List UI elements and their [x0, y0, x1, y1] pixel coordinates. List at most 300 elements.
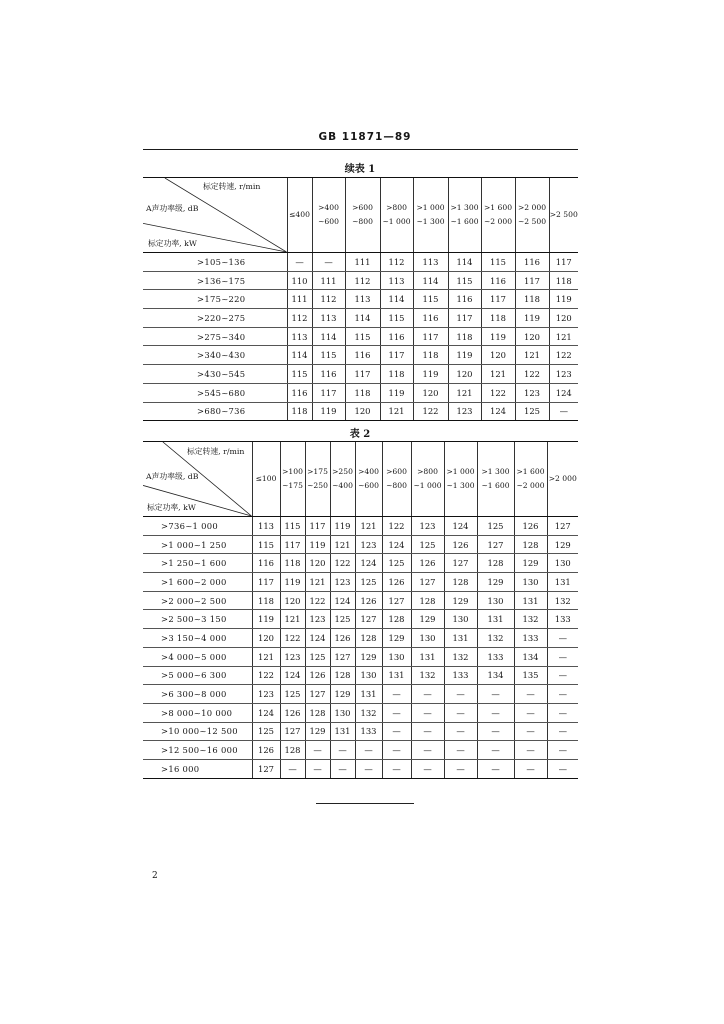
sound-power-level-cell: —	[411, 741, 444, 760]
sound-power-level-cell: 120	[413, 383, 448, 402]
sound-power-level-cell: 113	[380, 271, 413, 290]
power-range-cell: >220~275	[143, 309, 287, 328]
sound-power-level-cell: —	[305, 741, 330, 760]
speed-range-line: >2 500	[549, 210, 578, 219]
sound-power-level-cell: 118	[413, 346, 448, 365]
table-row	[143, 629, 578, 648]
table-row	[143, 271, 578, 290]
sound-power-level-cell: 133	[547, 610, 578, 629]
sound-power-level-cell: 117	[481, 290, 515, 309]
sound-power-level-cell: 135	[514, 666, 547, 685]
sound-power-level-cell: 119	[305, 535, 330, 554]
speed-range-header	[312, 178, 345, 253]
sound-power-level-cell: 129	[305, 722, 330, 741]
sound-power-level-cell: 126	[305, 666, 330, 685]
sound-power-level-cell: —	[477, 703, 514, 722]
sound-power-level-cell: 116	[481, 271, 515, 290]
sound-power-level-cell: 119	[481, 327, 515, 346]
sound-power-level-cell: —	[330, 741, 355, 760]
sound-power-level-cell: 119	[312, 402, 345, 421]
sound-power-level-cell: 119	[549, 290, 578, 309]
sound-power-level-cell: 130	[514, 573, 547, 592]
power-range-cell: >2 500~3 150	[143, 610, 252, 629]
sound-power-level-cell: 114	[287, 346, 312, 365]
sound-power-level-cell: —	[305, 759, 330, 778]
sound-power-level-cell: 116	[312, 365, 345, 384]
sound-power-level-cell: 129	[514, 554, 547, 573]
sound-power-level-cell: 125	[330, 610, 355, 629]
sound-power-level-cell: 128	[411, 591, 444, 610]
sound-power-level-cell: 127	[330, 647, 355, 666]
sound-power-level-cell: —	[514, 722, 547, 741]
speed-range-line: ≤100	[255, 474, 277, 483]
speed-range-line: ~1 300	[446, 481, 475, 490]
noise-limit-table-2	[143, 441, 578, 779]
sound-power-level-cell: —	[444, 685, 477, 704]
sound-power-level-cell: 117	[345, 365, 380, 384]
sound-power-level-cell: —	[514, 703, 547, 722]
power-range-cell: >545~680	[143, 383, 287, 402]
table-header-row	[143, 178, 578, 253]
speed-range-header	[477, 442, 514, 517]
table-row	[143, 759, 578, 778]
sound-power-level-cell: 121	[481, 365, 515, 384]
sound-power-level-cell: 133	[444, 666, 477, 685]
speed-range-line: ~400	[332, 481, 353, 490]
sound-power-level-cell: —	[547, 741, 578, 760]
sound-power-level-cell: —	[547, 685, 578, 704]
sound-power-level-cell: 117	[515, 271, 549, 290]
sound-power-level-cell: 126	[355, 591, 382, 610]
header-rule	[143, 149, 578, 150]
sound-power-level-cell: 134	[477, 666, 514, 685]
speed-range-header	[330, 442, 355, 517]
sound-power-level-cell: 112	[345, 271, 380, 290]
speed-range-header	[515, 178, 549, 253]
sound-power-level-cell: 126	[444, 535, 477, 554]
sound-power-level-cell: —	[547, 759, 578, 778]
sound-power-level-cell: 133	[477, 647, 514, 666]
speed-range-header	[380, 178, 413, 253]
sound-power-level-cell: 131	[382, 666, 411, 685]
sound-power-level-cell: 127	[305, 685, 330, 704]
sound-power-level-cell: 127	[280, 722, 305, 741]
sound-power-level-cell: 111	[312, 271, 345, 290]
speed-range-header	[305, 442, 330, 517]
sound-power-level-cell: 116	[448, 290, 481, 309]
sound-power-level-cell: 115	[252, 535, 280, 554]
sound-power-level-cell: —	[280, 759, 305, 778]
sound-power-level-cell: 122	[481, 383, 515, 402]
sound-power-level-cell: —	[444, 722, 477, 741]
speed-range-line: >800	[417, 467, 438, 476]
sound-power-level-cell: 120	[481, 346, 515, 365]
sound-power-level-cell: —	[411, 722, 444, 741]
table1-caption: 续表 1	[344, 164, 376, 175]
sound-power-level-cell: 118	[287, 402, 312, 421]
sound-power-level-cell: —	[547, 647, 578, 666]
sound-power-level-cell: 120	[549, 309, 578, 328]
sound-power-level-cell: —	[330, 759, 355, 778]
speed-range-line: ~600	[318, 217, 339, 226]
power-range-cell: >105~136	[143, 253, 287, 272]
power-range-cell: >680~736	[143, 402, 287, 421]
sound-power-level-cell: 125	[252, 722, 280, 741]
sound-power-level-cell: —	[287, 253, 312, 272]
speed-range-line: ~1 000	[413, 481, 442, 490]
sound-power-level-cell: 121	[549, 327, 578, 346]
sound-power-level-cell: 117	[305, 517, 330, 536]
sound-power-level-cell: 113	[345, 290, 380, 309]
sound-power-level-cell: 131	[547, 573, 578, 592]
sound-power-level-cell: 125	[411, 535, 444, 554]
sound-power-level-cell: 131	[411, 647, 444, 666]
sound-power-level-cell: 125	[355, 573, 382, 592]
sound-power-level-cell: 121	[380, 402, 413, 421]
speed-range-line: >1 300	[450, 203, 479, 212]
table-row	[143, 610, 578, 629]
speed-range-header	[448, 178, 481, 253]
sound-power-level-cell: 111	[287, 290, 312, 309]
speed-range-line: >100	[282, 467, 303, 476]
speed-range-line: >1 600	[483, 203, 513, 212]
sound-power-level-cell: 133	[355, 722, 382, 741]
table-row	[143, 591, 578, 610]
sound-power-level-cell: 120	[280, 591, 305, 610]
table-row	[143, 402, 578, 421]
speed-range-line: >2 000	[548, 474, 577, 483]
sound-power-level-cell: 132	[477, 629, 514, 648]
sound-power-level-cell: 118	[448, 327, 481, 346]
sound-power-level-cell: —	[312, 253, 345, 272]
sound-power-level-cell: 125	[515, 402, 549, 421]
speed-range-header	[547, 442, 578, 517]
sound-power-level-cell: 116	[413, 309, 448, 328]
sound-power-level-cell: 115	[413, 290, 448, 309]
sound-power-level-cell: 121	[448, 383, 481, 402]
table-row	[143, 253, 578, 272]
sound-power-level-cell: 120	[448, 365, 481, 384]
speed-range-header	[514, 442, 547, 517]
sound-power-level-cell: 132	[514, 610, 547, 629]
power-range-cell: >16 000	[143, 759, 252, 778]
speed-range-line: >800	[386, 203, 407, 212]
sound-power-level-cell: 134	[514, 647, 547, 666]
sound-power-level-cell: 124	[252, 703, 280, 722]
power-range-cell: >10 000~12 500	[143, 722, 252, 741]
sound-power-level-cell: 122	[280, 629, 305, 648]
sound-power-level-cell: 118	[549, 271, 578, 290]
sound-power-level-cell: 132	[411, 666, 444, 685]
table-row	[143, 517, 578, 536]
table-row	[143, 722, 578, 741]
power-range-cell: >12 500~16 000	[143, 741, 252, 760]
sound-power-level-cell: —	[411, 759, 444, 778]
sound-power-level-cell: —	[547, 703, 578, 722]
sound-power-level-cell: 114	[312, 327, 345, 346]
table-row	[143, 346, 578, 365]
sound-power-level-cell: 118	[515, 290, 549, 309]
power-range-cell: >340~430	[143, 346, 287, 365]
sound-power-level-cell: —	[477, 722, 514, 741]
sound-power-level-cell: 130	[382, 647, 411, 666]
sound-power-level-cell: 119	[515, 309, 549, 328]
speed-range-line: ≤400	[289, 210, 310, 219]
sound-power-level-cell: 115	[287, 365, 312, 384]
sound-power-level-cell: 117	[380, 346, 413, 365]
sound-power-level-cell: 122	[515, 365, 549, 384]
sound-power-level-cell: 129	[355, 647, 382, 666]
sound-power-level-cell: 128	[477, 554, 514, 573]
sound-power-level-cell: 124	[481, 402, 515, 421]
sound-power-level-cell: 122	[413, 402, 448, 421]
sound-power-level-cell: 119	[330, 517, 355, 536]
speed-range-line: >1 600	[516, 467, 545, 476]
sound-power-level-cell: 116	[380, 327, 413, 346]
sound-power-level-cell: 129	[547, 535, 578, 554]
table-row	[143, 309, 578, 328]
sound-power-level-cell: —	[547, 722, 578, 741]
sound-power-level-cell: 123	[411, 517, 444, 536]
sound-power-level-cell: 124	[444, 517, 477, 536]
power-range-cell: >1 000~1 250	[143, 535, 252, 554]
sound-power-level-cell: —	[444, 741, 477, 760]
speed-range-line: ~800	[386, 481, 407, 490]
sound-power-level-cell: 130	[411, 629, 444, 648]
sound-power-level-cell: 126	[514, 517, 547, 536]
sound-power-level-cell: 122	[330, 554, 355, 573]
table-row	[143, 703, 578, 722]
speed-range-line: ~1 000	[382, 217, 411, 226]
sound-power-level-cell: 131	[444, 629, 477, 648]
sound-power-level-cell: 121	[252, 647, 280, 666]
sound-power-level-cell: 122	[305, 591, 330, 610]
sound-power-level-cell: —	[444, 703, 477, 722]
sound-power-level-cell: 119	[280, 573, 305, 592]
power-range-cell: >1 250~1 600	[143, 554, 252, 573]
sound-power-level-cell: 128	[305, 703, 330, 722]
sound-power-level-cell: 120	[305, 554, 330, 573]
sound-power-level-cell: —	[382, 703, 411, 722]
sound-power-level-cell: 114	[448, 253, 481, 272]
table-header-row	[143, 442, 578, 517]
table-row	[143, 365, 578, 384]
power-range-cell: >3 150~4 000	[143, 629, 252, 648]
sound-power-level-cell: 115	[312, 346, 345, 365]
power-range-cell: >2 000~2 500	[143, 591, 252, 610]
sound-power-level-cell: 124	[330, 591, 355, 610]
sound-power-level-cell: 121	[305, 573, 330, 592]
corner-speed-label: 标定转速, r/min	[203, 182, 261, 191]
sound-power-level-cell: —	[382, 722, 411, 741]
sound-power-level-cell: 128	[280, 741, 305, 760]
sound-power-level-cell: 132	[547, 591, 578, 610]
speed-range-line: ~250	[307, 481, 328, 490]
power-range-cell: >136~175	[143, 271, 287, 290]
sound-power-level-cell: 133	[514, 629, 547, 648]
power-range-cell: >275~340	[143, 327, 287, 346]
sound-power-level-cell: 119	[380, 383, 413, 402]
sound-power-level-cell: 113	[252, 517, 280, 536]
corner-power-label: 标定功率, kW	[148, 239, 197, 248]
power-range-cell: >6 300~8 000	[143, 685, 252, 704]
speed-range-line: ~1 300	[416, 217, 445, 226]
sound-power-level-cell: 118	[345, 383, 380, 402]
sound-power-level-cell: 122	[252, 666, 280, 685]
sound-power-level-cell: 132	[444, 647, 477, 666]
speed-range-header	[382, 442, 411, 517]
speed-range-header	[413, 178, 448, 253]
sound-power-level-cell: 123	[515, 383, 549, 402]
sound-power-level-cell: 123	[280, 647, 305, 666]
sound-power-level-cell: 123	[448, 402, 481, 421]
sound-power-level-cell: 126	[280, 703, 305, 722]
sound-power-level-cell: 113	[312, 309, 345, 328]
sound-power-level-cell: 113	[413, 253, 448, 272]
sound-power-level-cell: 117	[448, 309, 481, 328]
sound-power-level-cell: 115	[380, 309, 413, 328]
sound-power-level-cell: 112	[287, 309, 312, 328]
speed-range-line: ~800	[352, 217, 373, 226]
sound-power-level-cell: 113	[287, 327, 312, 346]
sound-power-level-cell: 127	[382, 591, 411, 610]
speed-range-line: ~2 000	[516, 481, 545, 490]
sound-power-level-cell: 112	[380, 253, 413, 272]
speed-range-line: ~1 600	[481, 481, 510, 490]
sound-power-level-cell: 130	[444, 610, 477, 629]
sound-power-level-cell: 117	[413, 327, 448, 346]
sound-power-level-cell: 114	[380, 290, 413, 309]
sound-power-level-cell: 129	[330, 685, 355, 704]
sound-power-level-cell: 130	[477, 591, 514, 610]
sound-power-level-cell: 126	[330, 629, 355, 648]
sound-power-level-cell: 125	[280, 685, 305, 704]
sound-power-level-cell: 127	[411, 573, 444, 592]
speed-range-line: >400	[318, 203, 339, 212]
sound-power-level-cell: 129	[382, 629, 411, 648]
sound-power-level-cell: 124	[305, 629, 330, 648]
power-range-cell: >8 000~10 000	[143, 703, 252, 722]
sound-power-level-cell: 130	[355, 666, 382, 685]
speed-range-line: ~2 000	[483, 217, 513, 226]
sound-power-level-cell: 125	[477, 517, 514, 536]
sound-power-level-cell: —	[549, 402, 578, 421]
sound-power-level-cell: 117	[252, 573, 280, 592]
sound-power-level-cell: 118	[280, 554, 305, 573]
sound-power-level-cell: —	[514, 741, 547, 760]
sound-power-level-cell: —	[477, 685, 514, 704]
speed-range-line: >250	[332, 467, 353, 476]
sound-power-level-cell: 121	[330, 535, 355, 554]
sound-power-level-cell: 131	[355, 685, 382, 704]
sound-power-level-cell: 115	[481, 253, 515, 272]
sound-power-level-cell: 124	[549, 383, 578, 402]
sound-power-level-cell: 128	[355, 629, 382, 648]
sound-power-level-cell: 124	[355, 554, 382, 573]
corner-power-label: 标定功率, kW	[147, 503, 196, 512]
sound-power-level-cell: 132	[355, 703, 382, 722]
sound-power-level-cell: 127	[477, 535, 514, 554]
sound-power-level-cell: 131	[477, 610, 514, 629]
speed-range-line: >2 000	[517, 203, 547, 212]
sound-power-level-cell: 131	[514, 591, 547, 610]
speed-range-header	[252, 442, 280, 517]
speed-range-line: >1 000	[446, 467, 475, 476]
speed-range-header	[280, 442, 305, 517]
power-range-cell: >1 600~2 000	[143, 573, 252, 592]
sound-power-level-cell: —	[355, 741, 382, 760]
power-range-cell: >736~1 000	[143, 517, 252, 536]
speed-range-header	[345, 178, 380, 253]
sound-power-level-cell: 123	[549, 365, 578, 384]
sound-power-level-cell: 112	[312, 290, 345, 309]
power-range-cell: >175~220	[143, 290, 287, 309]
sound-power-level-cell: 122	[382, 517, 411, 536]
sound-power-level-cell: 116	[345, 346, 380, 365]
sound-power-level-cell: 126	[411, 554, 444, 573]
sound-power-level-cell: —	[547, 629, 578, 648]
sound-power-level-cell: 128	[330, 666, 355, 685]
table-row	[143, 647, 578, 666]
sound-power-level-cell: 119	[252, 610, 280, 629]
sound-power-level-cell: —	[411, 703, 444, 722]
sound-power-level-cell: —	[514, 685, 547, 704]
sound-power-level-cell: —	[355, 759, 382, 778]
speed-range-line: >175	[307, 467, 328, 476]
table-row	[143, 327, 578, 346]
table-row	[143, 535, 578, 554]
table-row	[143, 554, 578, 573]
speed-range-header	[481, 178, 515, 253]
corner-level-label: A声功率级, dB	[146, 204, 199, 213]
sound-power-level-cell: 127	[547, 517, 578, 536]
corner-speed-label: 标定转速, r/min	[187, 447, 245, 456]
speed-range-header	[355, 442, 382, 517]
sound-power-level-cell: 116	[252, 554, 280, 573]
speed-range-line: ~175	[282, 481, 303, 490]
sound-power-level-cell: 114	[345, 309, 380, 328]
power-range-cell: >430~545	[143, 365, 287, 384]
sound-power-level-cell: 128	[444, 573, 477, 592]
standard-code: GB 11871—89	[318, 131, 412, 143]
sound-power-level-cell: 128	[514, 535, 547, 554]
sound-power-level-cell: 127	[355, 610, 382, 629]
sound-power-level-cell: 119	[413, 365, 448, 384]
sound-power-level-cell: 116	[515, 253, 549, 272]
sound-power-level-cell: 129	[444, 591, 477, 610]
sound-power-level-cell: 115	[448, 271, 481, 290]
table-row	[143, 741, 578, 760]
sound-power-level-cell: 125	[382, 554, 411, 573]
sound-power-level-cell: 116	[287, 383, 312, 402]
sound-power-level-cell: —	[411, 685, 444, 704]
sound-power-level-cell: 124	[382, 535, 411, 554]
table-row	[143, 666, 578, 685]
sound-power-level-cell: —	[382, 741, 411, 760]
speed-range-line: >1 300	[481, 467, 510, 476]
sound-power-level-cell: 126	[382, 573, 411, 592]
sound-power-level-cell: —	[477, 741, 514, 760]
speed-range-header	[411, 442, 444, 517]
sound-power-level-cell: 118	[380, 365, 413, 384]
sound-power-level-cell: 121	[280, 610, 305, 629]
sound-power-level-cell: 114	[413, 271, 448, 290]
speed-range-line: >1 000	[416, 203, 445, 212]
end-rule	[316, 803, 414, 804]
sound-power-level-cell: 117	[280, 535, 305, 554]
sound-power-level-cell: 123	[330, 573, 355, 592]
power-range-cell: >4 000~5 000	[143, 647, 252, 666]
